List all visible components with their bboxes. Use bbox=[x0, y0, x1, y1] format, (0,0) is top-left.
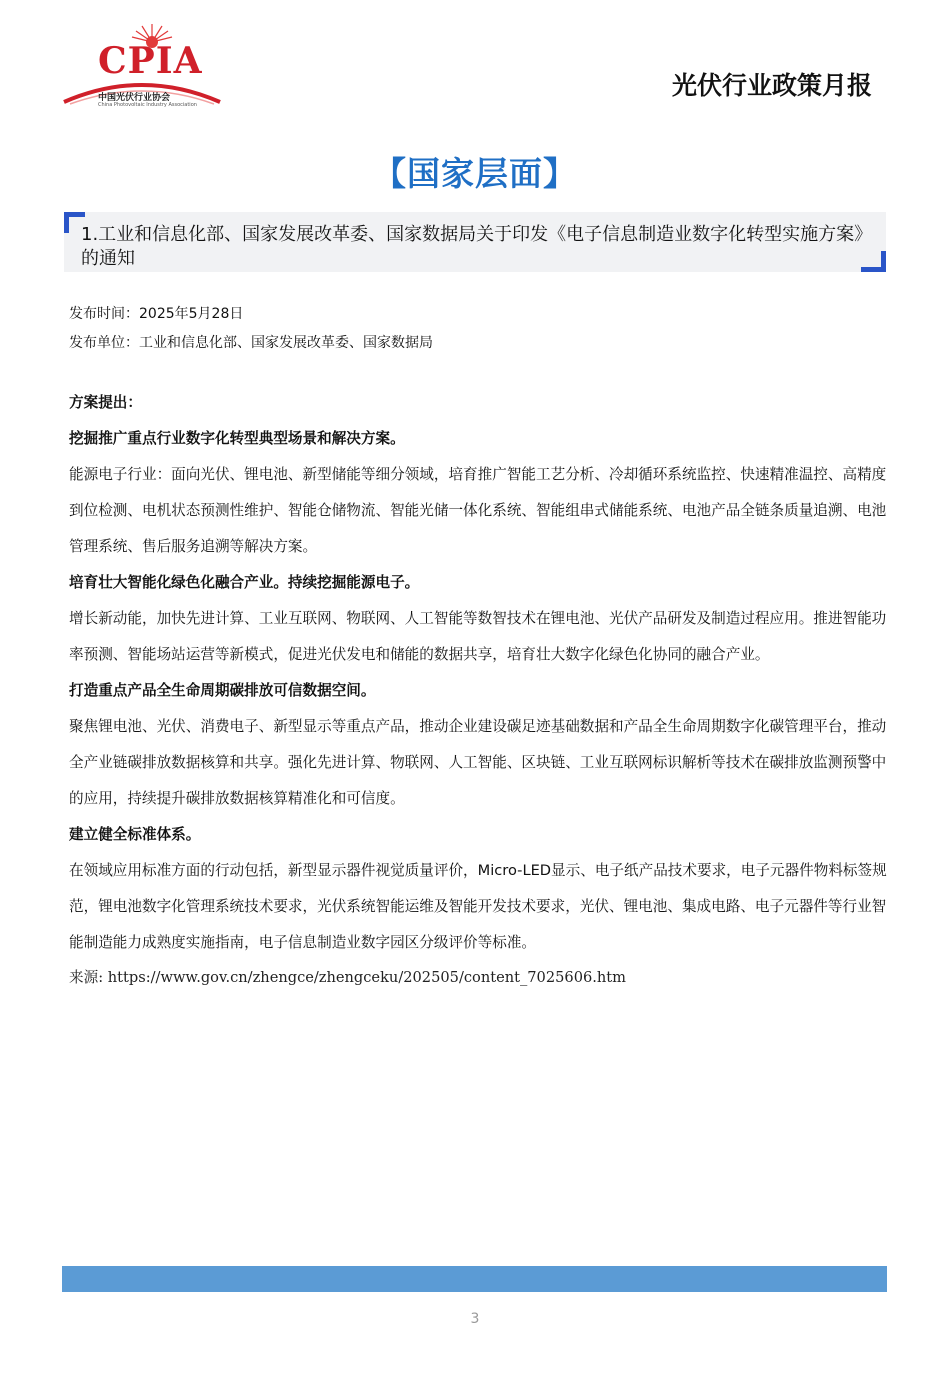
section-heading: 【国家层面】 bbox=[373, 154, 577, 193]
subheading-2: 培育壮大智能化绿色化融合产业。持续挖掘能源电子。 bbox=[69, 574, 420, 591]
report-title: 光伏行业政策月报 bbox=[671, 71, 872, 100]
subheading-1: 挖掘推广重点行业数字化转型典型场景和解决方案。 bbox=[69, 430, 405, 447]
source-link[interactable]: 来源: https://www.gov.cn/zhengce/zhengceku/202505/content_7025606.htm bbox=[69, 969, 627, 986]
logo-english-name: China Photovoltaic Industry Association bbox=[98, 102, 197, 108]
paragraph-3: 聚焦锂电池、光伏、消费电子、新型显示等重点产品，推动企业建设碳足迹基础数据和产品全生命周期数字化碳管理平台，推动全产业链碳排放数据核算和共享。强化先进计算、物联网、人工智能、区块链、工业互联网标识解析等技术在碳排放监测预警中的应用，持续提升碳排放数据核算精准化和可信度。 bbox=[69, 718, 887, 807]
subheading-3: 打造重点产品全生命周期碳排放可信数据空间。 bbox=[69, 682, 376, 699]
paragraph-1: 能源电子行业：面向光伏、锂电池、新型储能等细分领域，培育推广智能工艺分析、冷却循环系统监控、快速精准温控、高精度到位检测、电机状态预测性维护、智能仓储物流、智能光储一体化系统、智能组串式储能系统、电池产品全链条质量追溯、电池管理系统、售后服务追溯等解决方案。 bbox=[69, 466, 887, 555]
cpia-logo bbox=[60, 20, 225, 115]
logo-wordmark: CPIA bbox=[98, 40, 203, 82]
plan-heading: 方案提出： bbox=[69, 394, 142, 411]
article-body bbox=[69, 385, 889, 993]
page-number: 3 bbox=[470, 1311, 480, 1327]
publisher: 发布单位：工业和信息化部、国家发展改革委、国家数据局 bbox=[69, 335, 433, 351]
article-title: 1.工业和信息化部、国家发展改革委、国家数据局关于印发《电子信息制造业数字化转型实施方案》的通知 bbox=[81, 224, 864, 269]
paragraph-4: 在领域应用标准方面的行动包括，新型显示器件视觉质量评价，Micro-LED显示、电子纸产品技术要求，电子元器件物料标签规范，锂电池数字化管理系统技术要求，光伏系统智能运维及智能开发技术要求，光伏、锂电池、集成电路、电子元器件等行业智能制造能力成熟度实施指南，电子信息制造业数字园区分级评价等标准。 bbox=[69, 862, 887, 951]
logo-chinese-name: 中国光伏行业协会 bbox=[98, 93, 171, 103]
paragraph-2: 增长新动能，加快先进计算、工业互联网、物联网、人工智能等数智技术在锂电池、光伏产品研发及制造过程应用。推进智能功率预测、智能场站运营等新模式，促进光伏发电和储能的数据共享，培育壮大数字化绿色化协同的融合产业。 bbox=[69, 610, 887, 663]
subheading-4: 建立健全标准体系。 bbox=[69, 826, 201, 843]
footer-bar bbox=[62, 1266, 887, 1292]
publish-time: 发布时间：2025年5月28日 bbox=[69, 306, 244, 322]
article-title-box bbox=[64, 212, 886, 272]
